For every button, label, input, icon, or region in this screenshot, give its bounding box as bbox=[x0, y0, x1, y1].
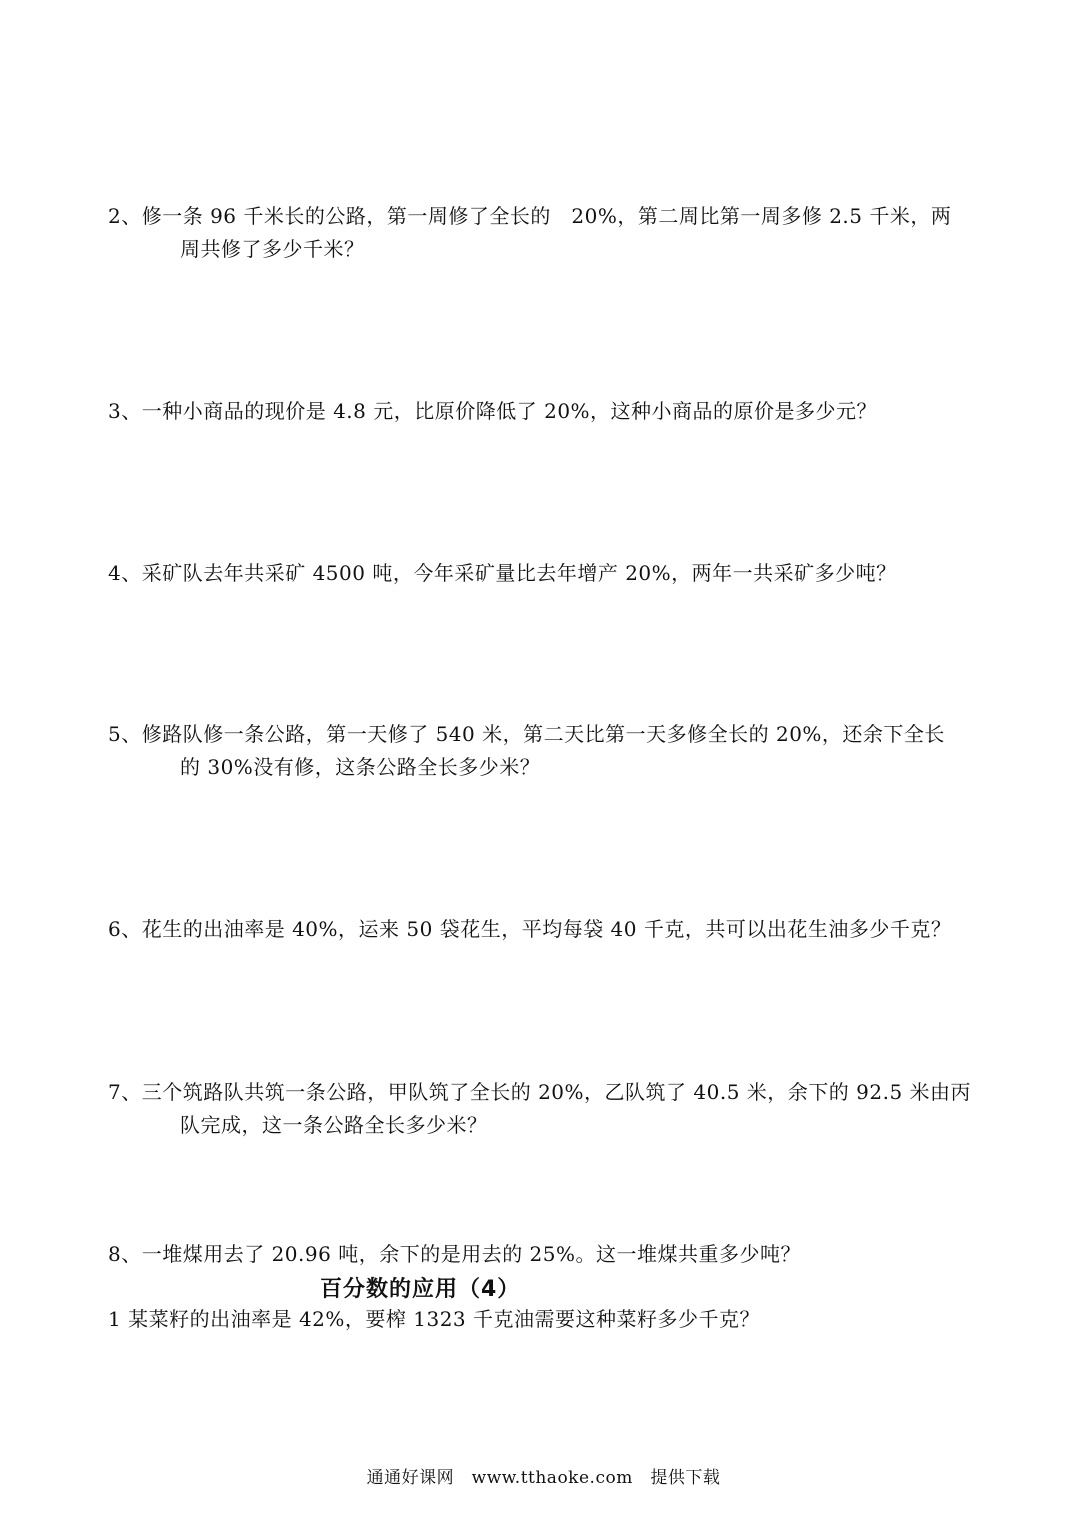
question-8-line1: 8、一堆煤用去了 20.96 吨，余下的是用去的 25%。这一堆煤共重多少吨？ bbox=[108, 1242, 802, 1266]
question-7-line2: 队完成，这一条公路全长多少米？ bbox=[180, 1113, 488, 1137]
question-7-line1: 7、三个筑路队共筑一条公路，甲队筑了全长的 20%，乙队筑了 40.5 米，余下的 92.5 米由丙 bbox=[108, 1080, 972, 1104]
section-question-1-text: 1 某菜籽的出油率是 42%，要榨 1323 千克油需要这种菜籽多少千克？ bbox=[108, 1307, 761, 1331]
question-2-line1: 2、修一条 96 千米长的公路，第一周修了全长的 20%，第二周比第一周多修 2.5 千米，两 bbox=[108, 204, 952, 228]
question-3-line1: 3、一种小商品的现价是 4.8 元，比原价降低了 20%，这种小商品的原价是多少元？ bbox=[108, 399, 878, 423]
question-7 bbox=[108, 1076, 988, 1142]
question-5-line1: 5、修路队修一条公路，第一天修了 540 米，第二天比第一天多修全长的 20%，还余下全长 bbox=[108, 722, 945, 746]
question-6-line1: 6、花生的出油率是 40%，运来 50 袋花生，平均每袋 40 千克，共可以出花生油多少千克？ bbox=[108, 917, 952, 941]
question-2 bbox=[108, 200, 988, 266]
section-title: 百分数的应用（4） bbox=[320, 1277, 521, 1302]
footer-download-note: 通通好课网 www.tthaoke.com 提供下载 bbox=[366, 1468, 721, 1488]
question-4 bbox=[108, 557, 988, 590]
question-5 bbox=[108, 718, 988, 784]
question-6 bbox=[108, 913, 988, 946]
question-2-line2: 周共修了多少千米？ bbox=[180, 237, 365, 261]
section-question-1 bbox=[108, 1303, 988, 1336]
question-5-line2: 的 30%没有修，这条公路全长多少米？ bbox=[180, 755, 541, 779]
question-4-line1: 4、采矿队去年共采矿 4500 吨，今年采矿量比去年增产 20%，两年一共采矿多少吨？ bbox=[108, 561, 897, 585]
question-3 bbox=[108, 395, 988, 428]
question-8 bbox=[108, 1238, 988, 1271]
